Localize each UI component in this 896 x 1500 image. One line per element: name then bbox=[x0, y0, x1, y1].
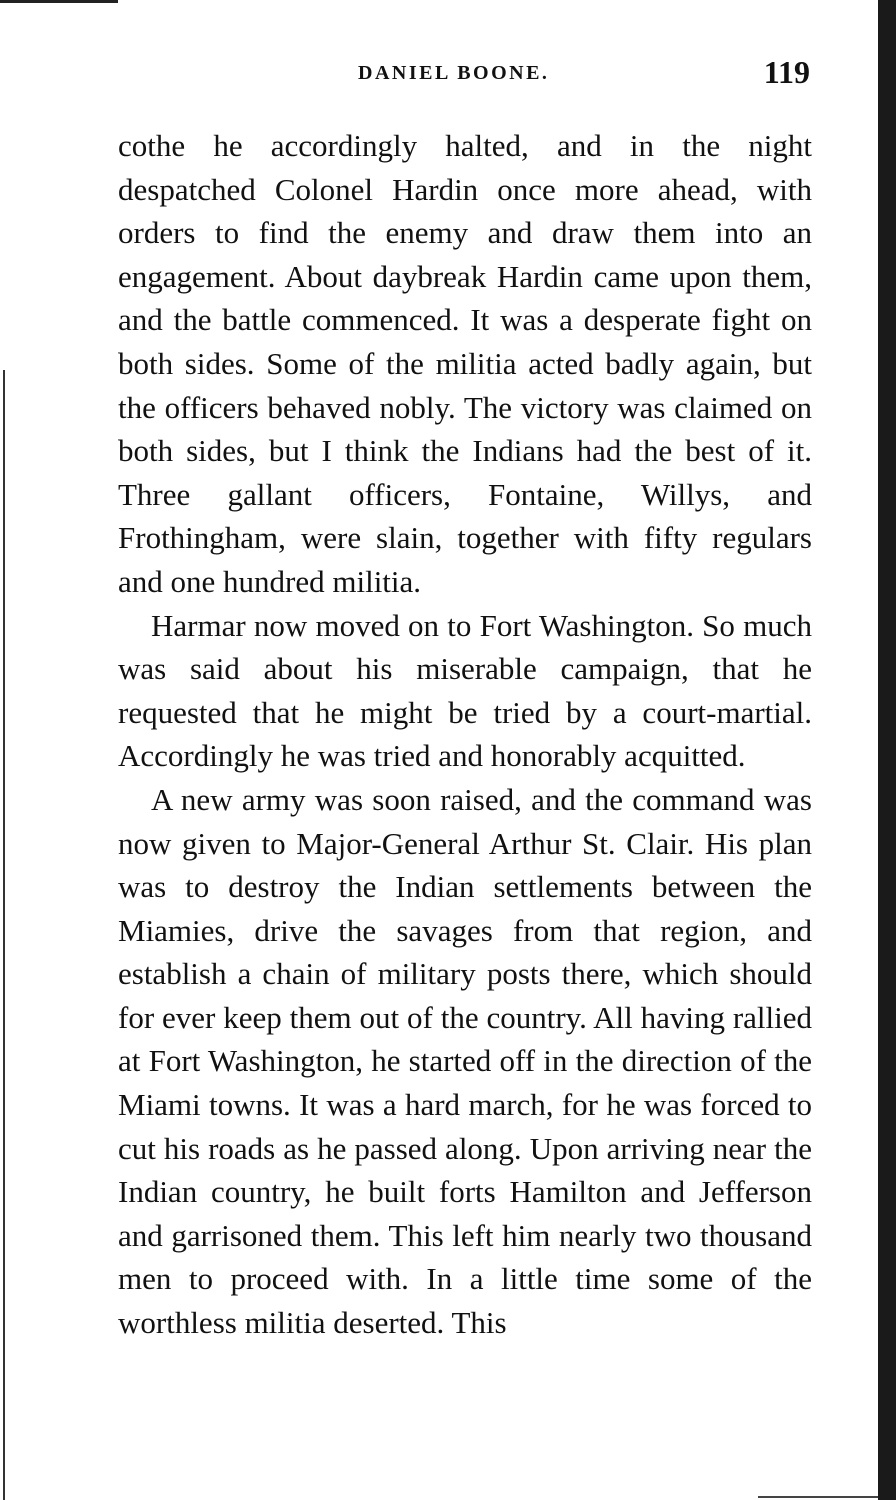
paragraph-2: Harmar now moved on to Fort Washington. So much was said about his miserable campaign, that he requested that he might be tried by a court-martial. Accordingly he was tried and honorably acquitted. bbox=[118, 607, 812, 774]
page-header bbox=[118, 52, 812, 96]
page-number: 119 bbox=[763, 54, 810, 90]
body-text bbox=[118, 124, 812, 1345]
running-head: DANIEL BOONE. bbox=[358, 62, 550, 84]
scan-edge-bottom bbox=[758, 1496, 878, 1498]
scan-edge-left bbox=[3, 370, 5, 1500]
scan-edge-right bbox=[878, 0, 896, 1500]
scan-edge-top bbox=[0, 0, 118, 3]
paragraph-3: A new army was soon raised, and the command was now given to Major-General Arthur St. Clair. His plan was to destroy the Indian settlements between the Miamies, drive the savages from that region, and establish a chain of military posts there, which should for ever keep them out of the country. All having rallied at Fort Washington, he started off in the direction of the Miami towns. It was a hard march, for he was forced to cut his roads as he passed along. Upon arriving near the Indian country, he built forts Hamilton and Jefferson and garrisoned them. This left him nearly two thousand men to proceed with. In a little time some of the worthless militia deserted. This bbox=[118, 781, 812, 1341]
paragraph-1: cothe he accordingly halted, and in the night despatched Colonel Hardin once more ahead, with orders to find the enemy and draw them into an engagement. About daybreak Hardin came upon them, and the battle commenced. It was a desperate fight on both sides. Some of the militia acted badly again, but the officers behaved nobly. The victory was claimed on both sides, but I think the Indians had the best of it. Three gallant officers, Fontaine, Willys, and Frothingham, were slain, together with fifty regulars and one hundred militia. bbox=[118, 128, 812, 599]
